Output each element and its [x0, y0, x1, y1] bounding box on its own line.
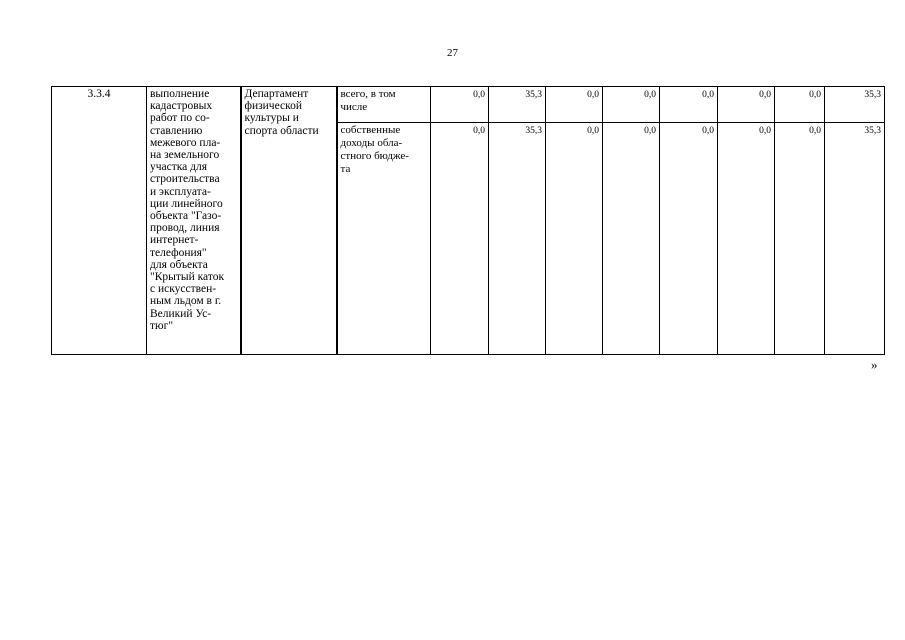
value-cell: 0,0 — [718, 123, 775, 355]
item-code: 3.3.4 — [87, 88, 111, 100]
value-cell: 0,0 — [718, 87, 775, 123]
value-cell: 0,0 — [603, 123, 660, 355]
value-cell: 0,0 — [660, 87, 718, 123]
executor-name: Департамент физической культуры и спорта области — [244, 88, 319, 137]
value-cell: 0,0 — [775, 123, 825, 355]
value-cell: 35,3 — [489, 87, 546, 123]
value-cell: 0,0 — [431, 87, 489, 123]
value-cell: 0,0 — [546, 87, 603, 123]
value-cell: 0,0 — [546, 123, 603, 355]
source-label-cell — [337, 87, 431, 123]
value-cell: 0,0 — [431, 123, 489, 355]
closing-quote: » — [871, 357, 878, 372]
source-label-cell — [337, 123, 431, 355]
page-number: 27 — [447, 47, 458, 59]
item-description: выполнение кадастровых работ по со- ставлению межевого пла- на земельного участка для строительства и эксплуата- ции линейного объекта "Газо- провод, линия интернет- телефония" для объекта "Крытый каток с искусствен- ным льдом в г. Великий Ус- тюг" — [150, 88, 225, 332]
value-cell: 0,0 — [603, 87, 660, 123]
value-cell: 0,0 — [660, 123, 718, 355]
executor-cell — [241, 87, 337, 355]
budget-table — [51, 86, 885, 355]
description-cell — [147, 87, 241, 355]
item-code-cell — [52, 87, 147, 355]
table-row — [52, 87, 885, 123]
source-label: собственные доходы обла- стного бюдже- та — [340, 124, 409, 175]
value-cell: 0,0 — [775, 87, 825, 123]
source-label: всего, в том числе — [340, 88, 396, 113]
value-cell-total: 35,3 — [825, 87, 885, 123]
value-cell: 35,3 — [489, 123, 546, 355]
value-cell-total: 35,3 — [825, 123, 885, 355]
